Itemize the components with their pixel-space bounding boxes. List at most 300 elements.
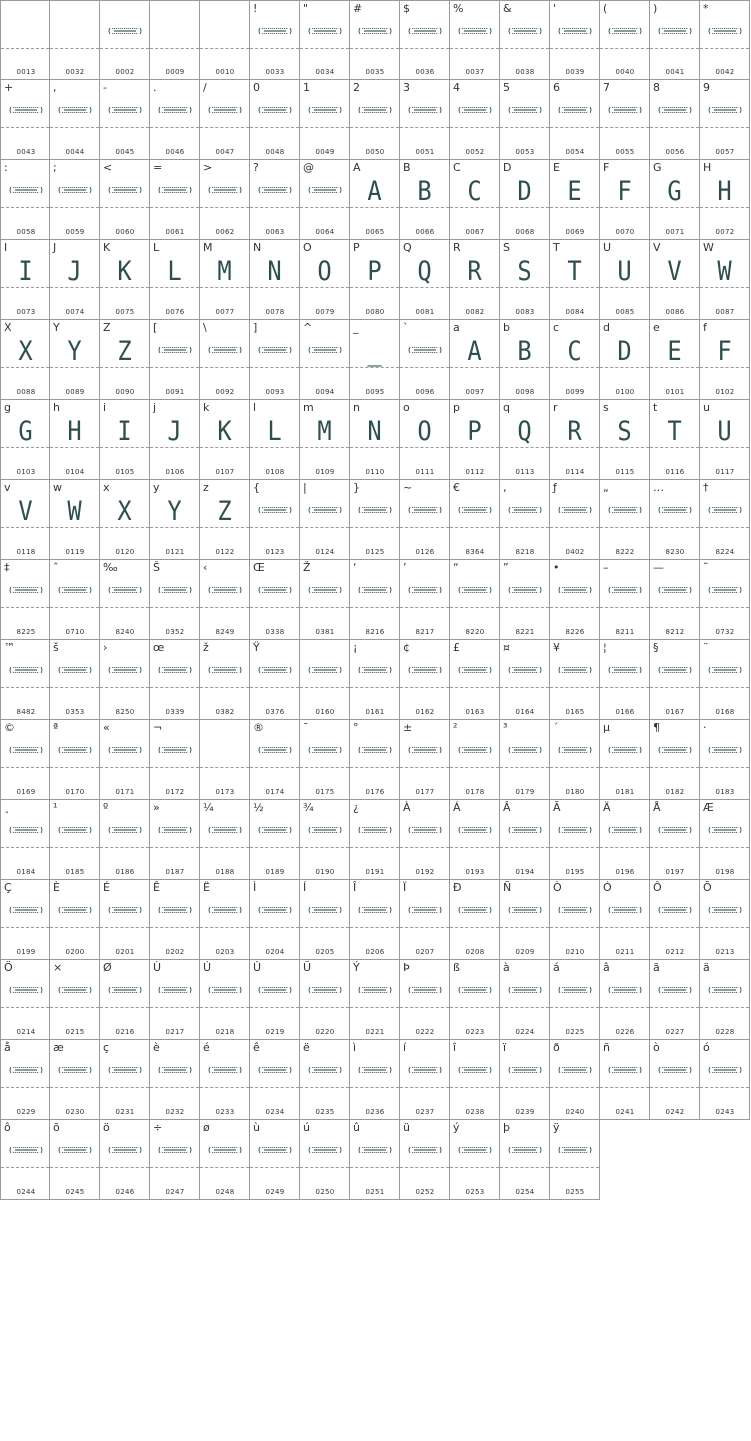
character-key-label: ¦	[603, 641, 607, 654]
glyph-cell-0046	[150, 80, 200, 160]
character-code-label: 0103	[16, 468, 36, 476]
glyph-cell-0201	[100, 880, 150, 960]
character-key-label: w	[53, 481, 62, 494]
character-key-label: •	[553, 561, 560, 574]
character-code-label: 0184	[16, 868, 36, 876]
baseline-guide	[500, 1087, 549, 1088]
baseline-guide	[600, 127, 649, 128]
glyph-preview: C	[567, 336, 582, 367]
glyph-cell-0123	[250, 480, 300, 560]
character-code-label: 0055	[615, 148, 635, 156]
glyph-cell-0087	[700, 240, 750, 320]
baseline-guide	[200, 48, 249, 49]
baseline-guide	[400, 1167, 449, 1168]
glyph-cell-0177	[400, 720, 450, 800]
missing-glyph-placeholder-icon	[558, 826, 592, 834]
glyph-cell-0086	[650, 240, 700, 320]
glyph-cell-0054	[550, 80, 600, 160]
baseline-guide	[1, 207, 49, 208]
baseline-guide	[350, 527, 399, 528]
baseline-guide	[250, 767, 299, 768]
character-code-label: 0226	[615, 1028, 635, 1036]
baseline-guide	[450, 1007, 499, 1008]
glyph-cell-0049	[300, 80, 350, 160]
missing-glyph-placeholder-icon	[408, 1146, 442, 1154]
glyph-cell-0161	[350, 640, 400, 720]
glyph-preview: V	[18, 496, 33, 527]
missing-glyph-placeholder-icon	[108, 666, 142, 674]
glyph-cell-0100	[600, 320, 650, 400]
baseline-guide	[300, 1167, 349, 1168]
character-code-label: 8224	[715, 548, 735, 556]
character-code-label: 8212	[665, 628, 685, 636]
character-code-label: 0244	[16, 1188, 36, 1196]
baseline-guide	[1, 1167, 49, 1168]
character-code-label: 0096	[415, 388, 435, 396]
missing-glyph-placeholder-icon	[608, 826, 642, 834]
baseline-guide	[250, 607, 299, 608]
baseline-guide	[600, 1007, 649, 1008]
character-code-label: 8216	[365, 628, 385, 636]
character-code-label: 0381	[315, 628, 335, 636]
character-key-label: -	[103, 81, 107, 94]
baseline-guide	[350, 607, 399, 608]
character-code-label: 0034	[315, 68, 335, 76]
glyph-preview: H	[67, 416, 82, 447]
character-code-label: 0233	[215, 1108, 235, 1116]
glyph-cell-0002	[100, 0, 150, 80]
character-code-label: 0163	[465, 708, 485, 716]
missing-glyph-placeholder-icon	[258, 746, 292, 754]
character-key-label: ¬	[153, 721, 163, 734]
character-code-label: 0060	[115, 228, 135, 236]
missing-glyph-placeholder-icon	[58, 1066, 92, 1074]
character-key-label: þ	[503, 1121, 510, 1134]
glyph-cell-0244	[0, 1120, 50, 1200]
glyph-cell-0058	[0, 160, 50, 240]
character-code-label: 8220	[465, 628, 485, 636]
character-key-label: ½	[253, 801, 264, 814]
character-code-label: 0106	[165, 468, 185, 476]
glyph-cell-0221	[350, 960, 400, 1040]
missing-glyph-placeholder-icon	[9, 186, 43, 194]
missing-glyph-placeholder-icon	[608, 1066, 642, 1074]
glyph-cell-0034	[300, 0, 350, 80]
missing-glyph-placeholder-icon	[158, 1146, 192, 1154]
missing-glyph-placeholder-icon	[258, 1146, 292, 1154]
glyph-cell-0124	[300, 480, 350, 560]
character-code-label: 0376	[265, 708, 285, 716]
missing-glyph-placeholder-icon	[708, 1066, 742, 1074]
character-code-label: 8482	[16, 708, 36, 716]
baseline-guide	[100, 1167, 149, 1168]
missing-glyph-placeholder-icon	[458, 586, 492, 594]
character-code-label: 0069	[565, 228, 585, 236]
glyph-cell-0115	[600, 400, 650, 480]
missing-glyph-placeholder-icon	[208, 186, 242, 194]
missing-glyph-placeholder-icon	[108, 186, 142, 194]
character-code-label: 0104	[65, 468, 85, 476]
glyph-cell-0056	[650, 80, 700, 160]
character-key-label: 2	[353, 81, 360, 94]
character-code-label: 0037	[465, 68, 485, 76]
baseline-guide	[350, 48, 399, 49]
missing-glyph-placeholder-icon	[458, 826, 492, 834]
baseline-guide	[1, 127, 49, 128]
glyph-cell-0178	[450, 720, 500, 800]
missing-glyph-placeholder-icon	[258, 186, 292, 194]
character-key-label: h	[53, 401, 60, 414]
glyph-cell-0198	[700, 800, 750, 880]
character-code-label: 0047	[215, 148, 235, 156]
glyph-cell-0074	[50, 240, 100, 320]
glyph-cell-0200	[50, 880, 100, 960]
glyph-cell-0195	[550, 800, 600, 880]
glyph-cell-0199	[0, 880, 50, 960]
character-key-label: )	[653, 2, 658, 15]
baseline-guide	[500, 607, 549, 608]
glyph-cell-8212	[650, 560, 700, 640]
character-code-label: 0247	[165, 1188, 185, 1196]
character-key-label: v	[4, 481, 11, 494]
baseline-guide	[300, 1007, 349, 1008]
character-key-label: 0	[253, 81, 260, 94]
character-key-label: Ù	[153, 961, 162, 974]
glyph-cell-0236	[350, 1040, 400, 1120]
missing-glyph-placeholder-icon	[658, 986, 692, 994]
missing-glyph-placeholder-icon	[9, 906, 43, 914]
character-key-label: q	[503, 401, 510, 414]
character-key-label: ¾	[303, 801, 314, 814]
missing-glyph-placeholder-icon	[258, 586, 292, 594]
glyph-cell-0208	[450, 880, 500, 960]
glyph-cell-0111	[400, 400, 450, 480]
missing-glyph-placeholder-icon	[658, 586, 692, 594]
baseline-guide	[700, 927, 749, 928]
missing-glyph-placeholder-icon	[258, 906, 292, 914]
glyph-cell-0353	[50, 640, 100, 720]
glyph-cell-0237	[400, 1040, 450, 1120]
missing-glyph-placeholder-icon	[208, 1146, 242, 1154]
missing-glyph-placeholder-icon	[108, 586, 142, 594]
character-key-label: ‰	[103, 561, 118, 574]
baseline-guide	[100, 927, 149, 928]
character-key-label: k	[203, 401, 210, 414]
missing-glyph-placeholder-icon	[508, 986, 542, 994]
glyph-cell-0073	[0, 240, 50, 320]
glyph-cell-0042	[700, 0, 750, 80]
character-code-label: 0053	[515, 148, 535, 156]
character-key-label: À	[403, 801, 411, 814]
missing-glyph-placeholder-icon	[358, 826, 392, 834]
baseline-guide	[150, 1167, 199, 1168]
missing-glyph-placeholder-icon	[358, 27, 392, 35]
glyph-cell-0093	[250, 320, 300, 400]
character-key-label: 4	[453, 81, 460, 94]
glyph-cell-0164	[500, 640, 550, 720]
character-code-label: 0212	[665, 948, 685, 956]
character-code-label: 8364	[465, 548, 485, 556]
glyph-cell-0071	[650, 160, 700, 240]
glyph-cell-0160	[300, 640, 350, 720]
glyph-preview: O	[417, 416, 432, 447]
baseline-guide	[200, 207, 249, 208]
glyph-cell-0227	[650, 960, 700, 1040]
character-code-label: 0236	[365, 1108, 385, 1116]
character-code-label: 0188	[215, 868, 235, 876]
character-key-label: œ	[153, 641, 165, 654]
character-code-label: 0061	[165, 228, 185, 236]
character-key-label: š	[53, 641, 59, 654]
character-key-label: ó	[703, 1041, 710, 1054]
character-code-label: 0201	[115, 948, 135, 956]
character-key-label: Z	[103, 321, 111, 334]
glyph-cell-0174	[250, 720, 300, 800]
character-key-label: &	[503, 2, 512, 15]
character-code-label: 0227	[665, 1028, 685, 1036]
glyph-cell-0252	[400, 1120, 450, 1200]
glyph-cell-0179	[500, 720, 550, 800]
character-key-label: Y	[53, 321, 60, 334]
glyph-cell-0171	[100, 720, 150, 800]
missing-glyph-placeholder-icon	[608, 106, 642, 114]
missing-glyph-placeholder-icon	[558, 27, 592, 35]
character-key-label: ¢	[403, 641, 410, 654]
character-code-label: 0242	[665, 1108, 685, 1116]
glyph-cell-8217	[400, 560, 450, 640]
baseline-guide	[1, 1087, 49, 1088]
character-code-label: 0112	[465, 468, 485, 476]
baseline-guide	[550, 607, 599, 608]
glyph-cell-0108	[250, 400, 300, 480]
glyph-cell-0055	[600, 80, 650, 160]
missing-glyph-placeholder-icon	[108, 986, 142, 994]
character-key-label: ª	[53, 721, 59, 734]
baseline-guide	[1, 847, 49, 848]
glyph-preview: T	[567, 256, 582, 287]
character-code-label: 0194	[515, 868, 535, 876]
character-key-label: ¥	[553, 641, 560, 654]
glyph-cell-0215	[50, 960, 100, 1040]
character-key-label: $	[403, 2, 410, 15]
glyph-cell-0217	[150, 960, 200, 1040]
glyph-preview: Q	[417, 256, 432, 287]
character-code-label: 0063	[265, 228, 285, 236]
character-key-label: E	[553, 161, 560, 174]
character-code-label: 0064	[315, 228, 335, 236]
glyph-cell-0117	[700, 400, 750, 480]
character-key-label: P	[353, 241, 360, 254]
character-code-label: 0077	[215, 308, 235, 316]
character-key-label: Þ	[403, 961, 410, 974]
character-code-label: 0093	[265, 388, 285, 396]
missing-glyph-placeholder-icon	[308, 1066, 342, 1074]
missing-glyph-placeholder-icon	[358, 586, 392, 594]
character-code-label: 0043	[16, 148, 36, 156]
character-code-label: 0041	[665, 68, 685, 76]
baseline-guide	[450, 607, 499, 608]
glyph-cell-0191	[350, 800, 400, 880]
character-key-label: ý	[453, 1121, 460, 1134]
baseline-guide	[150, 927, 199, 928]
character-code-label: 0245	[65, 1188, 85, 1196]
glyph-cell-0251	[350, 1120, 400, 1200]
baseline-guide	[100, 847, 149, 848]
glyph-cell-0096	[400, 320, 450, 400]
missing-glyph-placeholder-icon	[58, 986, 92, 994]
baseline-guide	[550, 927, 599, 928]
glyph-cell-0107	[200, 400, 250, 480]
character-key-label: B	[403, 161, 411, 174]
baseline-guide	[400, 927, 449, 928]
missing-glyph-placeholder-icon	[308, 586, 342, 594]
baseline-guide	[650, 847, 699, 848]
character-code-label: 0073	[16, 308, 36, 316]
baseline-guide	[200, 367, 249, 368]
glyph-cell-0048	[250, 80, 300, 160]
character-key-label: Ì	[253, 881, 257, 894]
baseline-guide	[350, 927, 399, 928]
character-key-label: e	[653, 321, 660, 334]
character-code-label: 0235	[315, 1108, 335, 1116]
glyph-cell-0119	[50, 480, 100, 560]
baseline-guide	[500, 687, 549, 688]
missing-glyph-placeholder-icon	[308, 906, 342, 914]
character-key-label: ù	[253, 1121, 260, 1134]
glyph-preview: J	[67, 256, 82, 287]
missing-glyph-placeholder-icon	[508, 666, 542, 674]
character-code-label: 0181	[615, 788, 635, 796]
character-key-label: ×	[53, 961, 63, 974]
character-code-label: 0253	[465, 1188, 485, 1196]
character-key-label: X	[4, 321, 12, 334]
character-code-label: 0056	[665, 148, 685, 156]
glyph-cell-0216	[100, 960, 150, 1040]
character-key-label: |	[303, 481, 307, 494]
baseline-guide	[100, 607, 149, 608]
baseline-guide	[1, 767, 49, 768]
baseline-guide	[700, 687, 749, 688]
character-code-label: 0010	[215, 68, 235, 76]
missing-glyph-placeholder-icon	[408, 586, 442, 594]
character-code-label: 0239	[515, 1108, 535, 1116]
missing-glyph-placeholder-icon	[608, 906, 642, 914]
baseline-guide	[250, 1087, 299, 1088]
character-key-label: x	[103, 481, 110, 494]
missing-glyph-placeholder-icon	[708, 986, 742, 994]
baseline-guide	[150, 1007, 199, 1008]
glyph-preview: W	[67, 496, 82, 527]
character-key-label: á	[553, 961, 560, 974]
glyph-cell-0070	[600, 160, 650, 240]
missing-glyph-placeholder-icon	[108, 906, 142, 914]
character-key-label: =	[153, 161, 163, 174]
character-key-label: õ	[53, 1121, 60, 1134]
character-key-label: '	[553, 2, 557, 15]
glyph-cell-0092	[200, 320, 250, 400]
missing-glyph-placeholder-icon	[508, 586, 542, 594]
baseline-guide	[100, 48, 149, 49]
missing-glyph-placeholder-icon	[308, 746, 342, 754]
character-code-label: 0185	[65, 868, 85, 876]
character-key-label: €	[453, 481, 460, 494]
glyph-cell-0165	[550, 640, 600, 720]
character-code-label: 0203	[215, 948, 235, 956]
missing-glyph-placeholder-icon	[708, 906, 742, 914]
glyph-cell-0120	[100, 480, 150, 560]
baseline-guide	[300, 687, 349, 688]
character-key-label: ñ	[603, 1041, 610, 1054]
character-key-label: Å	[653, 801, 661, 814]
character-key-label: i	[103, 401, 107, 414]
baseline-guide	[700, 847, 749, 848]
character-key-label: ¨	[703, 641, 709, 654]
glyph-cell-0116	[650, 400, 700, 480]
character-code-label: 0168	[715, 708, 735, 716]
baseline-guide	[200, 687, 249, 688]
missing-glyph-placeholder-icon	[608, 986, 642, 994]
glyph-cell-0047	[200, 80, 250, 160]
glyph-cell-0098	[500, 320, 550, 400]
baseline-guide	[600, 687, 649, 688]
character-code-label: 0246	[115, 1188, 135, 1196]
baseline-guide	[500, 767, 549, 768]
glyph-preview: W	[717, 256, 732, 287]
baseline-guide	[300, 607, 349, 608]
baseline-guide	[250, 687, 299, 688]
character-key-label: ƒ	[553, 481, 557, 494]
baseline-guide	[550, 1087, 599, 1088]
character-key-label: ö	[103, 1121, 110, 1134]
glyph-cell-0064	[300, 160, 350, 240]
missing-glyph-placeholder-icon	[408, 986, 442, 994]
missing-glyph-placeholder-icon	[558, 106, 592, 114]
character-key-label: :	[4, 161, 8, 174]
missing-glyph-placeholder-icon	[308, 986, 342, 994]
glyph-cell-0110	[350, 400, 400, 480]
missing-glyph-placeholder-icon	[108, 106, 142, 114]
character-code-label: 0732	[715, 628, 735, 636]
character-code-label: 0339	[165, 708, 185, 716]
baseline-guide	[50, 607, 99, 608]
character-key-label: ’	[403, 561, 407, 574]
glyph-cell-0118	[0, 480, 50, 560]
baseline-guide	[1, 48, 49, 49]
glyph-cell-8218	[500, 480, 550, 560]
baseline-guide	[600, 1087, 649, 1088]
character-key-label: c	[553, 321, 560, 334]
missing-glyph-placeholder-icon	[658, 506, 692, 514]
character-key-label: ¤	[503, 641, 510, 654]
glyph-cell-8224	[700, 480, 750, 560]
character-code-label: 0070	[615, 228, 635, 236]
baseline-guide	[50, 1087, 99, 1088]
glyph-cell-0066	[400, 160, 450, 240]
glyph-preview: H	[717, 176, 732, 207]
baseline-guide	[200, 1007, 249, 1008]
character-code-label: 0248	[215, 1188, 235, 1196]
character-key-label: Ú	[203, 961, 212, 974]
glyph-cell-0089	[50, 320, 100, 400]
character-key-label: Š	[153, 561, 160, 574]
character-code-label: 0338	[265, 628, 285, 636]
glyph-preview: Y	[167, 496, 182, 527]
character-key-label: ê	[253, 1041, 260, 1054]
glyph-cell-0210	[550, 880, 600, 960]
baseline-guide	[500, 527, 549, 528]
missing-glyph-placeholder-icon	[208, 586, 242, 594]
character-code-label: 0210	[565, 948, 585, 956]
